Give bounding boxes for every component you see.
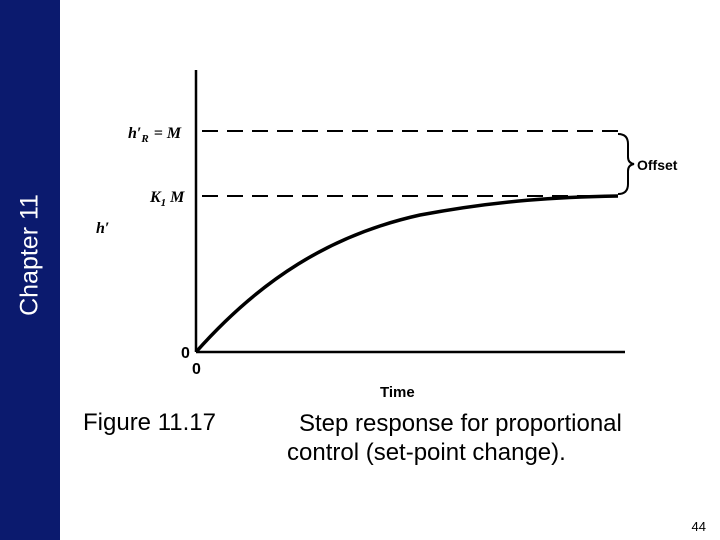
final-value-label: $K_1$ M: [150, 189, 185, 209]
offset-brace: [618, 134, 634, 194]
y-origin-label: 0: [181, 345, 190, 362]
x-axis-label: Time: [380, 384, 415, 401]
chapter-label: Chapter 11: [15, 194, 44, 316]
y-axis-label: h′: [96, 220, 110, 237]
x-origin-label: 0: [192, 361, 201, 378]
setpoint-label: $h'_R = M$: [128, 125, 182, 145]
offset-label: Offset: [637, 157, 678, 173]
figure-number: Figure 11.17: [83, 409, 216, 436]
response-curve: [196, 196, 618, 352]
page-number: 44: [691, 519, 706, 534]
figure-caption: Step response for proportional control (set-point change).: [287, 410, 622, 466]
